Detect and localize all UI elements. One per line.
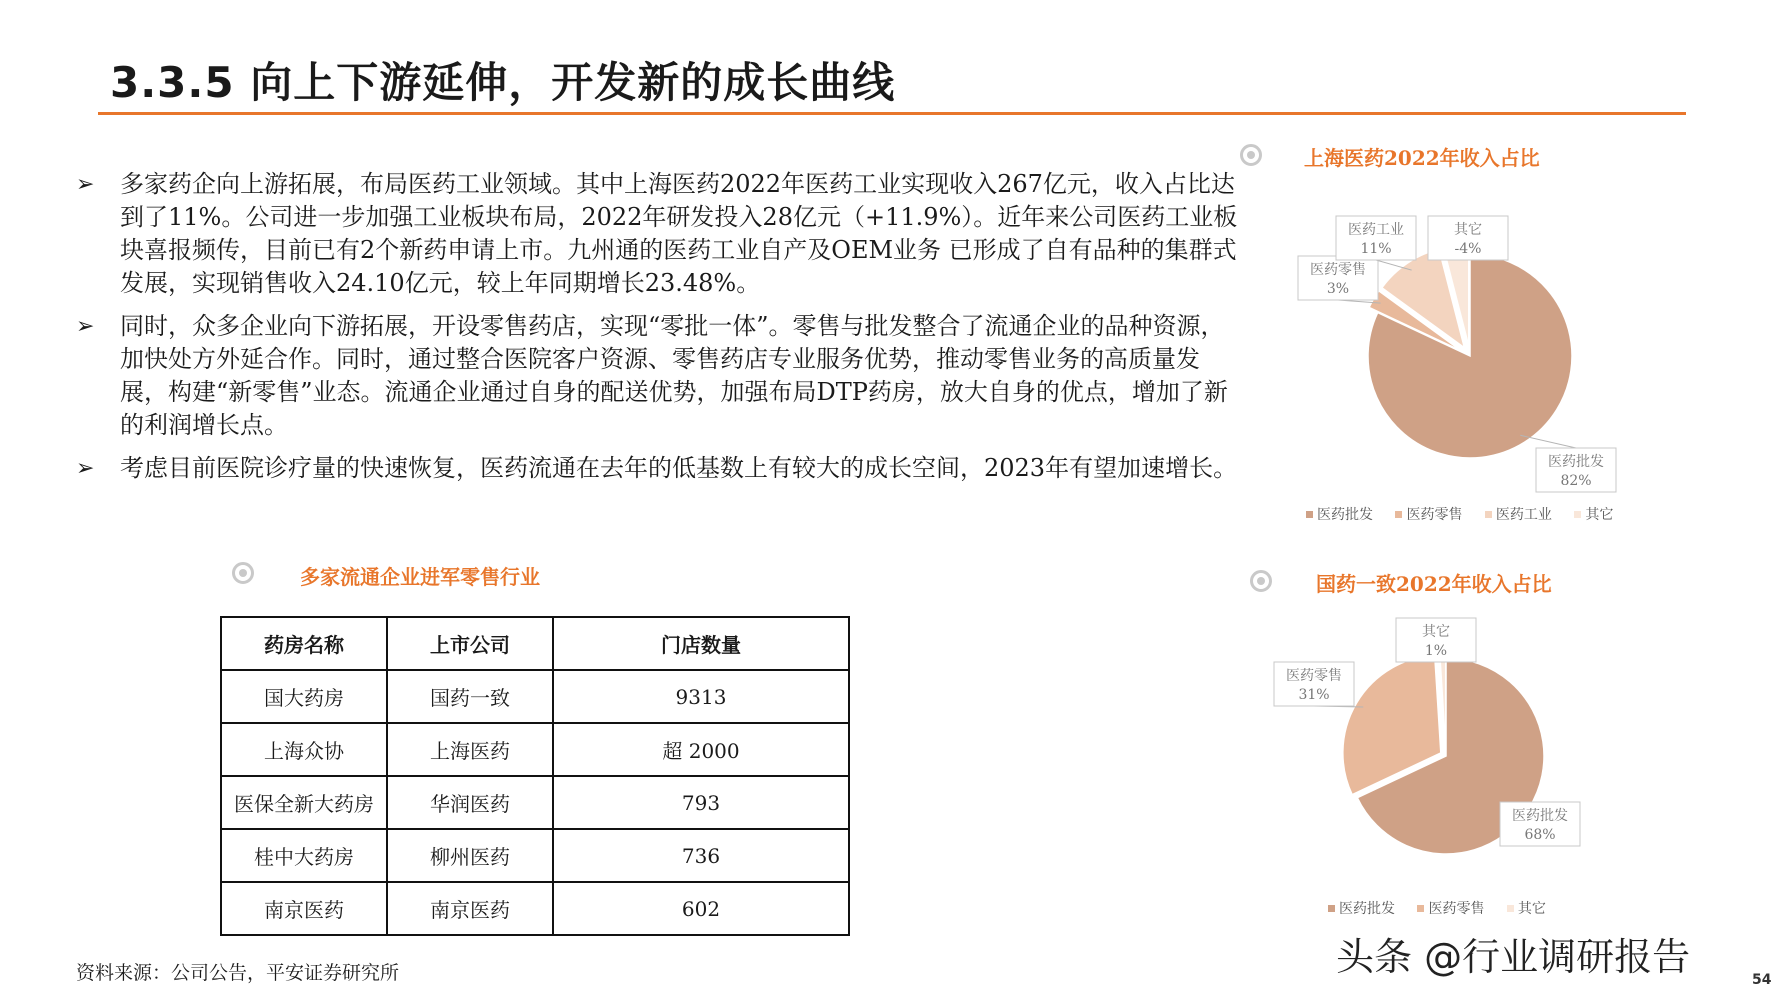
- table-cell: 上海众协: [221, 723, 387, 776]
- pie-chart-sinopharm-accord: [1260, 612, 1680, 912]
- legend-swatch: [1328, 905, 1335, 912]
- slice-category-label: 医药零售: [1310, 262, 1366, 278]
- legend-swatch: [1417, 905, 1424, 912]
- slice-category-label: 医药零售: [1286, 668, 1342, 684]
- table-cell: 超 2000: [553, 723, 849, 776]
- slice-value-label: 82%: [1560, 473, 1592, 489]
- slice-category-label: 其它: [1422, 624, 1450, 640]
- table-section-title: 多家流通企业进军零售行业: [300, 565, 540, 589]
- watermark: 头条 @行业调研报告: [1336, 935, 1691, 979]
- chart2-legend: [1328, 898, 1564, 918]
- bullet-item: [72, 452, 1242, 485]
- legend-swatch: [1306, 511, 1313, 518]
- column-header: 上市公司: [387, 617, 553, 670]
- column-header: 药房名称: [221, 617, 387, 670]
- legend-label: 其它: [1517, 901, 1546, 917]
- section-marker-icon: [1240, 144, 1262, 166]
- slice-category-label: 医药工业: [1348, 222, 1404, 238]
- slice-category-label: 医药批发: [1512, 808, 1568, 824]
- table-cell: 南京医药: [221, 882, 387, 935]
- legend-label: 医药批发: [1339, 901, 1395, 917]
- legend-item: [1328, 901, 1395, 917]
- table-cell: 南京医药: [387, 882, 553, 935]
- legend-label: 医药零售: [1406, 507, 1463, 523]
- table-cell: 602: [553, 882, 849, 935]
- table-row: [221, 882, 849, 935]
- table-cell: 国大药房: [221, 670, 387, 723]
- table-row: [221, 670, 849, 723]
- table-cell: 9313: [553, 670, 849, 723]
- column-header: 门店数量: [553, 617, 849, 670]
- table-cell: 医保全新大药房: [221, 776, 387, 829]
- legend-label: 医药工业: [1495, 507, 1552, 523]
- legend-swatch: [1574, 511, 1581, 518]
- table-row: [221, 776, 849, 829]
- slice-value-label: 11%: [1360, 241, 1392, 257]
- arrow-bullet-icon: ➢: [76, 172, 95, 197]
- legend-label: 其它: [1585, 507, 1614, 523]
- table-cell: 桂中大药房: [221, 829, 387, 882]
- chart1-legend: [1306, 504, 1631, 524]
- legend-item: [1485, 507, 1552, 523]
- slice-value-label: -4%: [1454, 241, 1482, 257]
- legend-item: [1395, 507, 1462, 523]
- slice-value-label: 31%: [1298, 687, 1330, 703]
- table-row: [221, 723, 849, 776]
- arrow-bullet-icon: ➢: [76, 314, 95, 339]
- page-number: 54: [1752, 972, 1772, 988]
- arrow-bullet-icon: ➢: [76, 456, 95, 481]
- chart2-title: 国药一致2022年收入占比: [1316, 572, 1552, 596]
- slice-category-label: 其它: [1454, 222, 1482, 238]
- table-header-row: [221, 617, 849, 670]
- slice-category-label: 医药批发: [1548, 454, 1604, 470]
- slice-value-label: 68%: [1524, 827, 1556, 843]
- legend-item: [1306, 507, 1373, 523]
- bullet-item: [72, 310, 1242, 442]
- table-cell: 华润医药: [387, 776, 553, 829]
- slice-value-label: 1%: [1424, 643, 1448, 659]
- page-title: 3.3.5 向上下游延伸，开发新的成长曲线: [110, 58, 896, 107]
- table-cell: 柳州医药: [387, 829, 553, 882]
- table-cell: 736: [553, 829, 849, 882]
- legend-swatch: [1485, 511, 1492, 518]
- legend-item: [1507, 901, 1546, 917]
- legend-swatch: [1507, 905, 1514, 912]
- table-cell: 国药一致: [387, 670, 553, 723]
- legend-item: [1417, 901, 1484, 917]
- pie-chart-shanghai-pharma: [1290, 200, 1710, 500]
- title-divider: [98, 112, 1686, 115]
- table-cell: 上海医药: [387, 723, 553, 776]
- bullet-list: [72, 168, 1242, 495]
- bullet-text: 同时，众多企业向下游拓展，开设零售药店，实现“零批一体”。零售与批发整合了流通企业的品种资源，加快处方外延合作。同时，通过整合医院客户资源、零售药店专业服务优势，推动零售业务的高质量发展，构建“新零售”业态。流通企业通过自身的配送优势，加强布局DTP药房，放大自身的优点，增加了新的利润增长点。: [120, 312, 1228, 439]
- table-row: [221, 829, 849, 882]
- retail-table: [220, 616, 850, 936]
- slice-value-label: 3%: [1326, 281, 1350, 297]
- pie-slice: [1440, 652, 1446, 750]
- legend-swatch: [1395, 511, 1402, 518]
- table-cell: 793: [553, 776, 849, 829]
- section-marker-icon: [1250, 570, 1272, 592]
- section-marker-icon: [232, 562, 254, 584]
- source-note: 资料来源：公司公告，平安证券研究所: [76, 962, 400, 984]
- chart1-title: 上海医药2022年收入占比: [1304, 146, 1540, 170]
- callout-leader-line: [1520, 435, 1576, 448]
- legend-item: [1574, 507, 1613, 523]
- bullet-text: 考虑目前医院诊疗量的快速恢复，医药流通在去年的低基数上有较大的成长空间，2023年有望加速增长。: [120, 454, 1238, 482]
- legend-label: 医药批发: [1317, 507, 1373, 523]
- bullet-text: 多家药企向上游拓展，布局医药工业领域。其中上海医药2022年医药工业实现收入267亿元，收入占比达到了11%。公司进一步加强工业板块布局，2022年研发投入28亿元（+11.9%）。近年来公司医药工业板块喜报频传，目前已有2个新药申请上市。九州通的医药工业自产及OEM业务 已形成了自有品种的集群式发展，实现销售收入24.10亿元，较上年同期增长23.48%。: [120, 170, 1238, 297]
- bullet-item: [72, 168, 1242, 300]
- legend-label: 医药零售: [1428, 901, 1485, 917]
